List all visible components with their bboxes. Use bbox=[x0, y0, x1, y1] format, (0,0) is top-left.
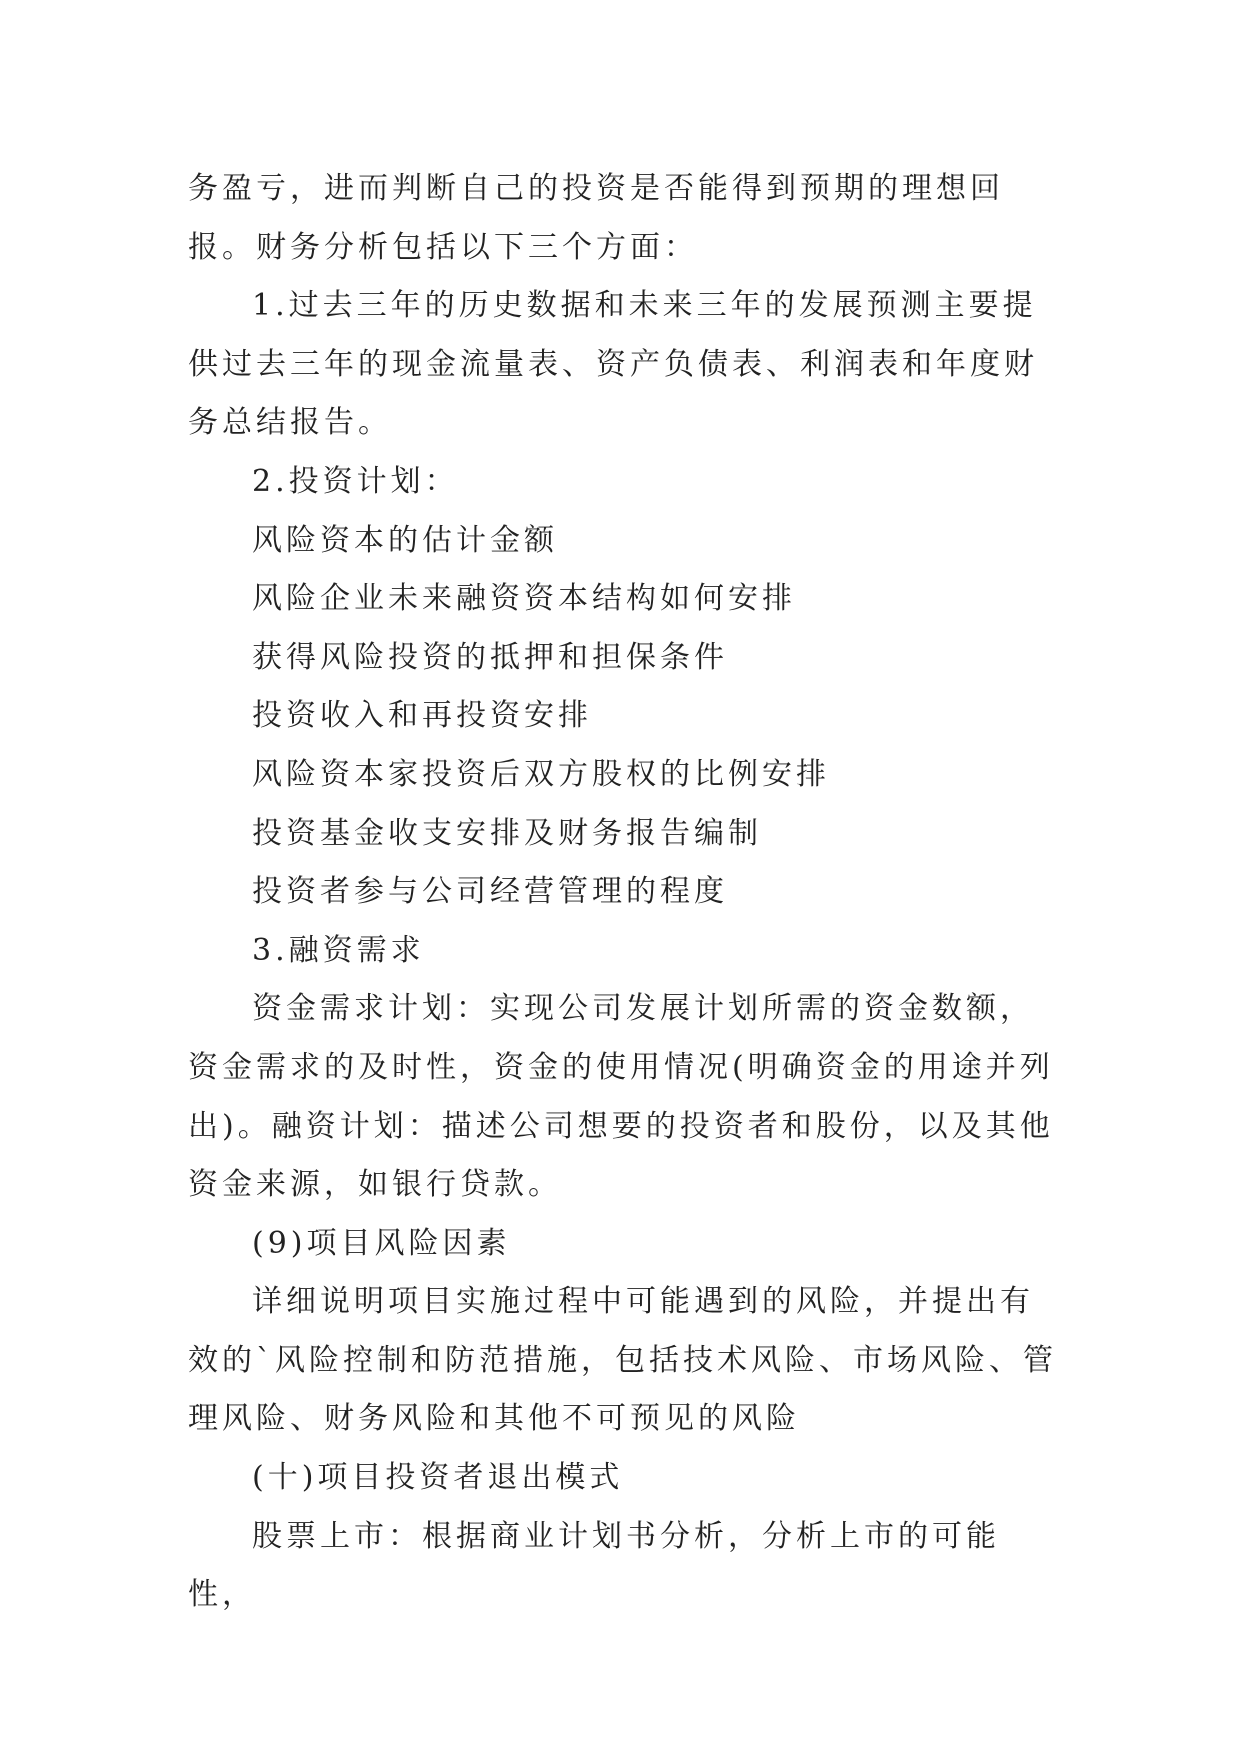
heading-financing-needs: 3.融资需求 bbox=[252, 932, 425, 968]
list-item: 风险企业未来融资资本结构如何安排 bbox=[252, 581, 796, 617]
list-item: 投资收入和再投资安排 bbox=[252, 698, 592, 734]
heading-investment-plan: 2.投资计划： bbox=[252, 463, 459, 499]
paragraph-historical-data: 1.过去三年的历史数据和未来三年的发展预测主要提供过去三年的现金流量表、资产负债表、利润表和年度财务总结报告。 bbox=[188, 288, 1038, 441]
paragraph-risk-description: 详细说明项目实施过程中可能遇到的风险，并提出有效的`风险控制和防范措施，包括技术风险、市场风险、管理风险、财务风险和其他不可预见的风险 bbox=[188, 1284, 1057, 1437]
paragraph-financial-analysis-intro: 务盈亏，进而判断自己的投资是否能得到预期的理想回报。财务分析包括以下三个方面： bbox=[188, 171, 1004, 265]
paragraph-funding-plan: 资金需求计划：实现公司发展计划所需的资金数额，资金需求的及时性，资金的使用情况(明确资金的用途并列出)。融资计划：描述公司想要的投资者和股份，以及其他资金来源，如银行贷款。 bbox=[188, 991, 1054, 1203]
list-item: 投资者参与公司经营管理的程度 bbox=[252, 874, 728, 910]
heading-investor-exit-mode: (十)项目投资者退出模式 bbox=[252, 1460, 624, 1496]
list-item: 风险资本家投资后双方股权的比例安排 bbox=[252, 756, 830, 792]
document-body bbox=[188, 160, 1058, 1625]
heading-project-risk-factors: (9)项目风险因素 bbox=[252, 1225, 511, 1261]
paragraph-stock-listing: 股票上市：根据商业计划书分析，分析上市的可能性， bbox=[188, 1518, 1000, 1613]
list-item: 风险资本的估计金额 bbox=[252, 522, 558, 558]
list-item: 投资基金收支安排及财务报告编制 bbox=[252, 815, 762, 851]
list-item: 获得风险投资的抵押和担保条件 bbox=[252, 639, 728, 675]
